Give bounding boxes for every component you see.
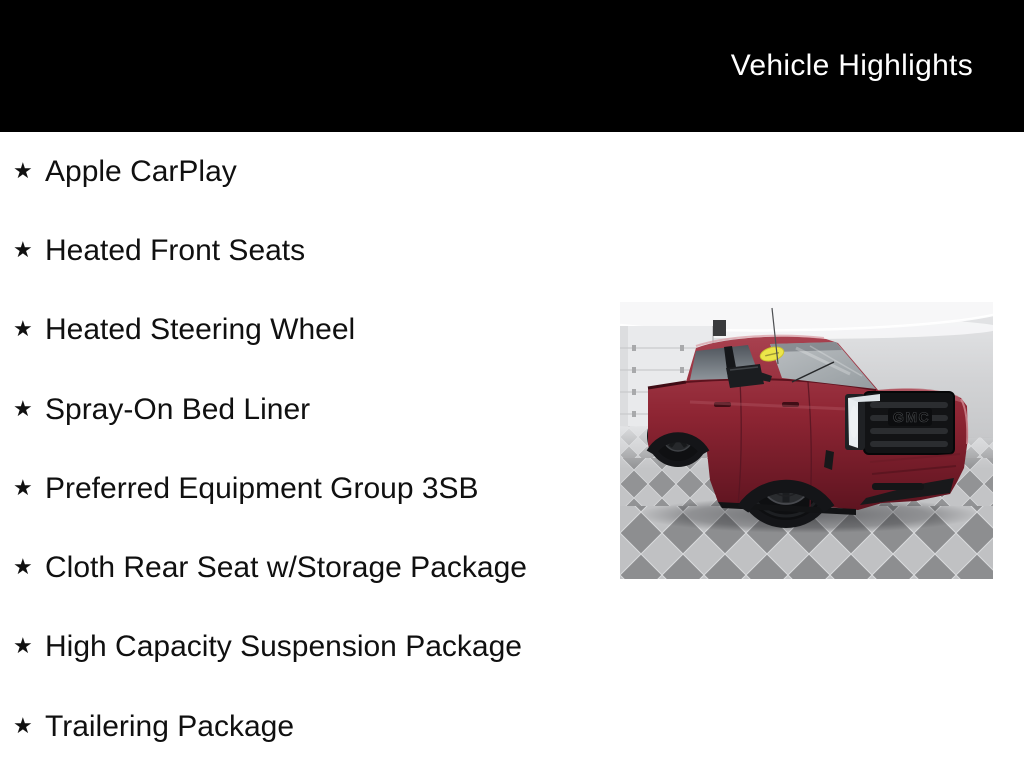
highlight-label: Apple CarPlay [45, 154, 237, 188]
vehicle-photo [620, 302, 993, 579]
highlight-label: Trailering Package [45, 709, 295, 743]
highlight-label: Preferred Equipment Group 3SB [45, 471, 479, 505]
star-bullet-icon: ★ [13, 713, 33, 739]
highlight-label: Cloth Rear Seat w/Storage Package [45, 551, 527, 585]
highlight-item [13, 211, 613, 290]
star-bullet-icon: ★ [13, 555, 33, 581]
highlight-item [13, 608, 613, 687]
star-bullet-icon: ★ [13, 634, 33, 660]
highlight-label: Heated Front Seats [45, 233, 306, 267]
highlight-label: High Capacity Suspension Package [45, 630, 522, 664]
star-bullet-icon: ★ [13, 396, 33, 422]
header-bar [0, 0, 1024, 132]
page-title: Vehicle Highlights [730, 49, 973, 82]
highlight-item [13, 687, 613, 766]
star-bullet-icon: ★ [13, 158, 33, 184]
highlight-label: Spray-On Bed Liner [45, 392, 311, 426]
star-bullet-icon: ★ [13, 475, 33, 501]
highlight-label: Heated Steering Wheel [45, 313, 356, 347]
wall-speaker [713, 320, 726, 336]
truck-illustration [620, 302, 993, 579]
highlight-item [13, 132, 613, 211]
highlight-item [13, 528, 613, 607]
highlight-item [13, 291, 613, 370]
front-grille [864, 392, 954, 454]
highlights-list [13, 132, 613, 766]
bumper-inlet [872, 483, 924, 490]
highlight-item [13, 370, 613, 449]
highlight-item [13, 449, 613, 528]
star-bullet-icon: ★ [13, 317, 33, 343]
gmc-badge: GMC [893, 409, 931, 425]
star-bullet-icon: ★ [13, 237, 33, 263]
